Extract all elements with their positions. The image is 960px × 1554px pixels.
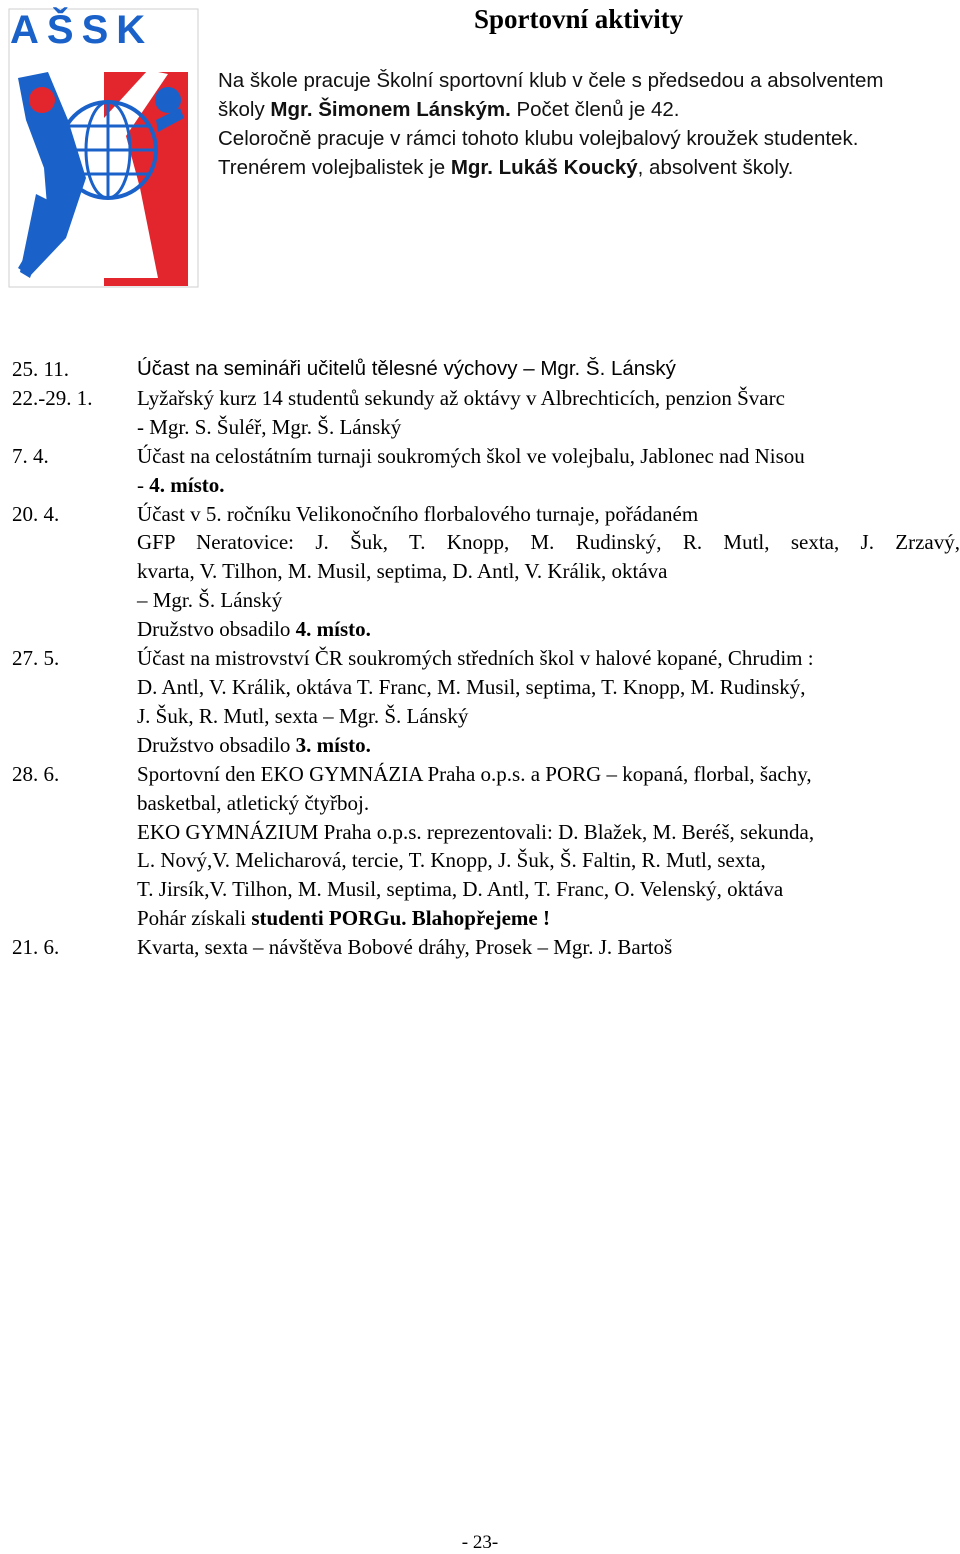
entry-line: EKO GYMNÁZIUM Praha o.p.s. reprezentovali: D. Blažek, M. Beréš, sekunda, — [137, 819, 815, 844]
entry-line: T. Jirsík,V. Tilhon, M. Musil, septima, D. Antl, T. Franc, O. Velenský, oktáva — [137, 877, 784, 902]
intro-line: Na škole pracuje Školní sportovní klub v čele s předsedou a absolventem — [218, 69, 884, 92]
page-number: - 23- — [461, 1532, 499, 1553]
entry-date: 25. 11. — [12, 357, 69, 381]
entry-date: 28. 6. — [12, 761, 60, 786]
activity-entry — [12, 355, 960, 384]
intro-text: školy — [218, 98, 271, 121]
activity-entry — [12, 644, 960, 760]
placement: 3. místo. — [295, 732, 371, 757]
entry-line: – Mgr. Š. Lánský — [137, 588, 283, 613]
entry-date: 22.-29. 1. — [12, 385, 93, 410]
intro-text: , absolvent školy. — [637, 156, 794, 179]
club-chair-name: Mgr. Šimonem Lánským. — [270, 98, 511, 121]
placement: 4. místo. — [149, 472, 225, 497]
coach-name: Mgr. Lukáš Koucký — [450, 156, 638, 179]
entry-line: D. Antl, V. Králik, oktáva T. Franc, M. Musil, septima, T. Knopp, M. Rudinský, — [137, 674, 806, 699]
entry-line — [137, 471, 960, 500]
intro-text: Trenérem volejbalistek je — [218, 156, 451, 179]
logo-head-right — [155, 87, 181, 113]
askk-logo — [8, 8, 200, 290]
activity-list — [12, 355, 960, 962]
entry-line: Účast na semináři učitelů tělesné výchovy – Mgr. Š. Lánský — [137, 357, 676, 380]
entry-line — [137, 904, 960, 933]
entry-line: Kvarta, sexta – návštěva Bobové dráhy, Prosek – Mgr. J. Bartoš — [137, 935, 673, 960]
activity-entry — [12, 442, 960, 500]
entry-line: Účast na mistrovství ČR soukromých středních škol v halové kopané, Chrudim : — [137, 646, 814, 671]
entry-date: 20. 4. — [12, 501, 60, 526]
entry-line: J. Šuk, R. Mutl, sexta – Mgr. Š. Lánský — [137, 703, 469, 728]
entry-date: 7. 4. — [12, 443, 49, 468]
entry-line: Sportovní den EKO GYMNÁZIA Praha o.p.s. a PORG – kopaná, florbal, šachy, — [137, 761, 812, 786]
winner-note: studenti PORGu. Blahopřejeme ! — [251, 906, 550, 931]
placement: 4. místo. — [295, 617, 371, 642]
entry-text: Družstvo obsadilo — [137, 732, 296, 757]
entry-line: GFP Neratovice: J. Šuk, T. Knopp, M. Rudinský, R. Mutl, sexta, J. Zrzavý, — [137, 530, 960, 555]
activity-entry — [12, 500, 960, 645]
entry-date: 27. 5. — [12, 646, 60, 671]
entry-line — [137, 615, 960, 644]
logo-letters: AŠSK — [10, 8, 154, 52]
entry-line — [137, 731, 960, 760]
entry-text: - — [137, 472, 150, 497]
entry-line: - Mgr. S. Šuléř, Mgr. Š. Lánský — [137, 414, 402, 439]
entry-line: Účast na celostátním turnaji soukromých škol ve volejbalu, Jablonec nad Nisou — [137, 443, 805, 468]
entry-date: 21. 6. — [12, 935, 60, 960]
intro-line — [218, 153, 958, 182]
intro-paragraph — [218, 66, 958, 182]
entry-text: Pohár získali — [137, 906, 252, 931]
intro-line — [218, 95, 958, 124]
entry-line: basketbal, atletický čtyřboj. — [137, 790, 370, 815]
activity-entry — [12, 384, 960, 442]
activity-entry — [12, 933, 960, 962]
intro-line: Celoročně pracuje v rámci tohoto klubu volejbalový kroužek studentek. — [218, 127, 859, 150]
logo-head-left — [29, 87, 55, 113]
activity-entry — [12, 760, 960, 933]
page-title: Sportovní aktivity — [474, 4, 684, 34]
entry-text: Družstvo obsadilo — [137, 617, 296, 642]
entry-line: L. Nový,V. Melicharová, tercie, T. Knopp, J. Šuk, Š. Faltin, R. Mutl, sexta, — [137, 848, 766, 873]
entry-line: kvarta, V. Tilhon, M. Musil, septima, D. Antl, V. Králik, oktáva — [137, 559, 668, 584]
intro-text: Počet členů je 42. — [510, 98, 680, 121]
entry-line: Účast v 5. ročníku Velikonočního florbalového turnaje, pořádaném — [137, 501, 699, 526]
entry-line: Lyžařský kurz 14 studentů sekundy až oktávy v Albrechticích, penzion Švarc — [137, 385, 785, 410]
